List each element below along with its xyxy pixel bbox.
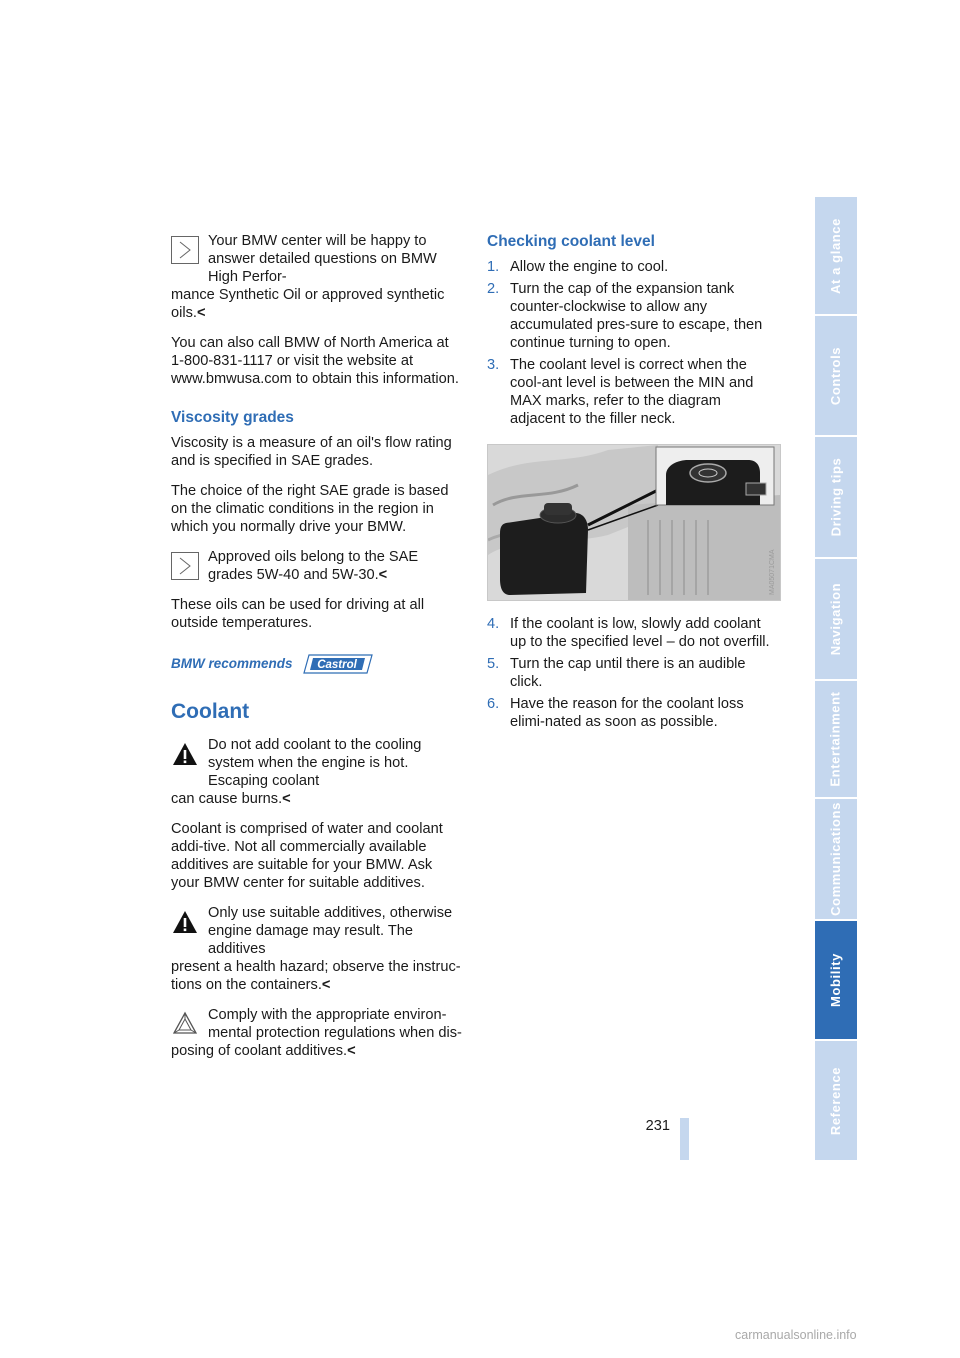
note-text-cont: mance Synthetic Oil or approved synthetic oils.: [171, 287, 445, 321]
end-mark: <: [196, 305, 206, 321]
coolant-heading: Coolant: [171, 700, 250, 723]
end-mark: <: [282, 791, 291, 807]
list-item: [487, 615, 779, 651]
tab-reference[interactable]: Reference: [815, 1041, 857, 1162]
engine-bay-illustration: [488, 445, 780, 600]
warning-text: Do not add coolant to the cooling system when the engine is hot. Escaping coolant: [208, 737, 422, 789]
footer-watermark: carmanualsonline.info: [735, 1328, 857, 1342]
end-mark: <: [321, 977, 331, 993]
tab-navigation[interactable]: Navigation: [815, 559, 857, 681]
list-item: [487, 356, 779, 428]
warning-text-cont: present a health hazard; observe the instruc-tions on the containers.: [171, 959, 461, 993]
note-text: Your BMW center will be happy to answer detailed questions on BMW High Perfor-: [208, 233, 437, 285]
step-number: 6.: [487, 696, 500, 712]
warning-text-cont: can cause burns.: [171, 791, 283, 807]
steps-list: [487, 258, 779, 428]
contact-paragraph: You can also call BMW of North America at 1-800-831-1117 or visit the website at www.bmwusa.com to obtain this information.: [171, 335, 459, 387]
step-number: 1.: [487, 259, 500, 275]
castrol-text: Castrol: [316, 659, 357, 672]
sae-paragraph: The choice of the right SAE grade is based on the climatic conditions in the region in which you normally drive your BMW.: [171, 483, 449, 535]
arrow-note-icon: [171, 236, 199, 264]
list-item: [487, 695, 779, 731]
tab-at-a-glance[interactable]: At a glance: [815, 197, 857, 316]
step-number: 2.: [487, 281, 500, 297]
step-number: 4.: [487, 616, 500, 632]
recycle-icon: [171, 1010, 199, 1038]
end-mark: <: [347, 1043, 356, 1059]
step-number: 5.: [487, 656, 500, 672]
viscosity-heading: Viscosity grades: [171, 409, 294, 426]
step-text: Turn the cap of the expansion tank counter-clockwise to allow any accumulated pres-sure to escape, then continue turning to open.: [510, 281, 763, 351]
coolant-paragraph: Coolant is comprised of water and coolant addi-tive. Not all commercially available additives are suitable for your BMW. Ask your BMW center for suitable additives.: [171, 821, 443, 891]
note-text: Approved oils belong to the SAE grades 5W-40 and 5W-30.: [208, 549, 419, 583]
step-text: Turn the cap until there is an audible click.: [510, 656, 746, 690]
step-number: 3.: [487, 357, 500, 373]
list-item: [487, 655, 779, 691]
warning-icon: [171, 908, 199, 936]
environment-text: Comply with the appropriate environ-mental protection regulations when dis-: [208, 1007, 462, 1041]
steps-list-continued: [487, 615, 779, 731]
coolant-tank-photo: [487, 444, 781, 601]
tab-driving-tips[interactable]: Driving tips: [815, 437, 857, 559]
step-text: If the coolant is low, slowly add coolant up to the specified level – do not overfill.: [510, 616, 770, 650]
viscosity-paragraph: Viscosity is a measure of an oil's flow rating and is specified in SAE grades.: [171, 435, 452, 469]
photo-code: MA05071CMA: [769, 549, 776, 595]
tab-controls[interactable]: Controls: [815, 316, 857, 437]
temperature-paragraph: These oils can be used for driving at all outside temperatures.: [171, 597, 425, 631]
warning-note: [171, 904, 463, 994]
warning-note: [171, 736, 463, 808]
list-item: [487, 258, 779, 276]
chapter-tabs: [815, 197, 857, 1160]
info-note: [171, 548, 463, 584]
info-note: [171, 232, 463, 322]
page-marker-bar: [680, 1118, 689, 1160]
environment-text-cont: posing of coolant additives.: [171, 1043, 348, 1059]
tab-mobility[interactable]: Mobility: [815, 921, 857, 1041]
step-text: The coolant level is correct when the cool-ant level is between the MIN and MAX marks, refer to the diagram adjacent to the filler neck.: [510, 357, 754, 427]
castrol-logo: [303, 654, 373, 674]
tab-communications[interactable]: Communications: [815, 799, 857, 921]
step-text: Allow the engine to cool.: [510, 259, 669, 275]
step-text: Have the reason for the coolant loss elimi-nated as soon as possible.: [510, 696, 744, 730]
left-column: [171, 232, 463, 1072]
list-item: [487, 280, 779, 352]
checking-coolant-heading: Checking coolant level: [487, 233, 655, 250]
tab-entertainment[interactable]: Entertainment: [815, 681, 857, 799]
arrow-note-icon: [171, 552, 199, 580]
warning-text: Only use suitable additives, otherwise engine damage may result. The additives: [208, 905, 453, 957]
page-number: 231: [645, 1118, 670, 1134]
end-mark: <: [378, 567, 388, 583]
right-column: [487, 232, 779, 735]
warning-icon: [171, 740, 199, 768]
recommends-label: BMW recommends: [171, 656, 293, 671]
bmw-recommends: [171, 654, 463, 674]
environment-note: [171, 1006, 463, 1060]
